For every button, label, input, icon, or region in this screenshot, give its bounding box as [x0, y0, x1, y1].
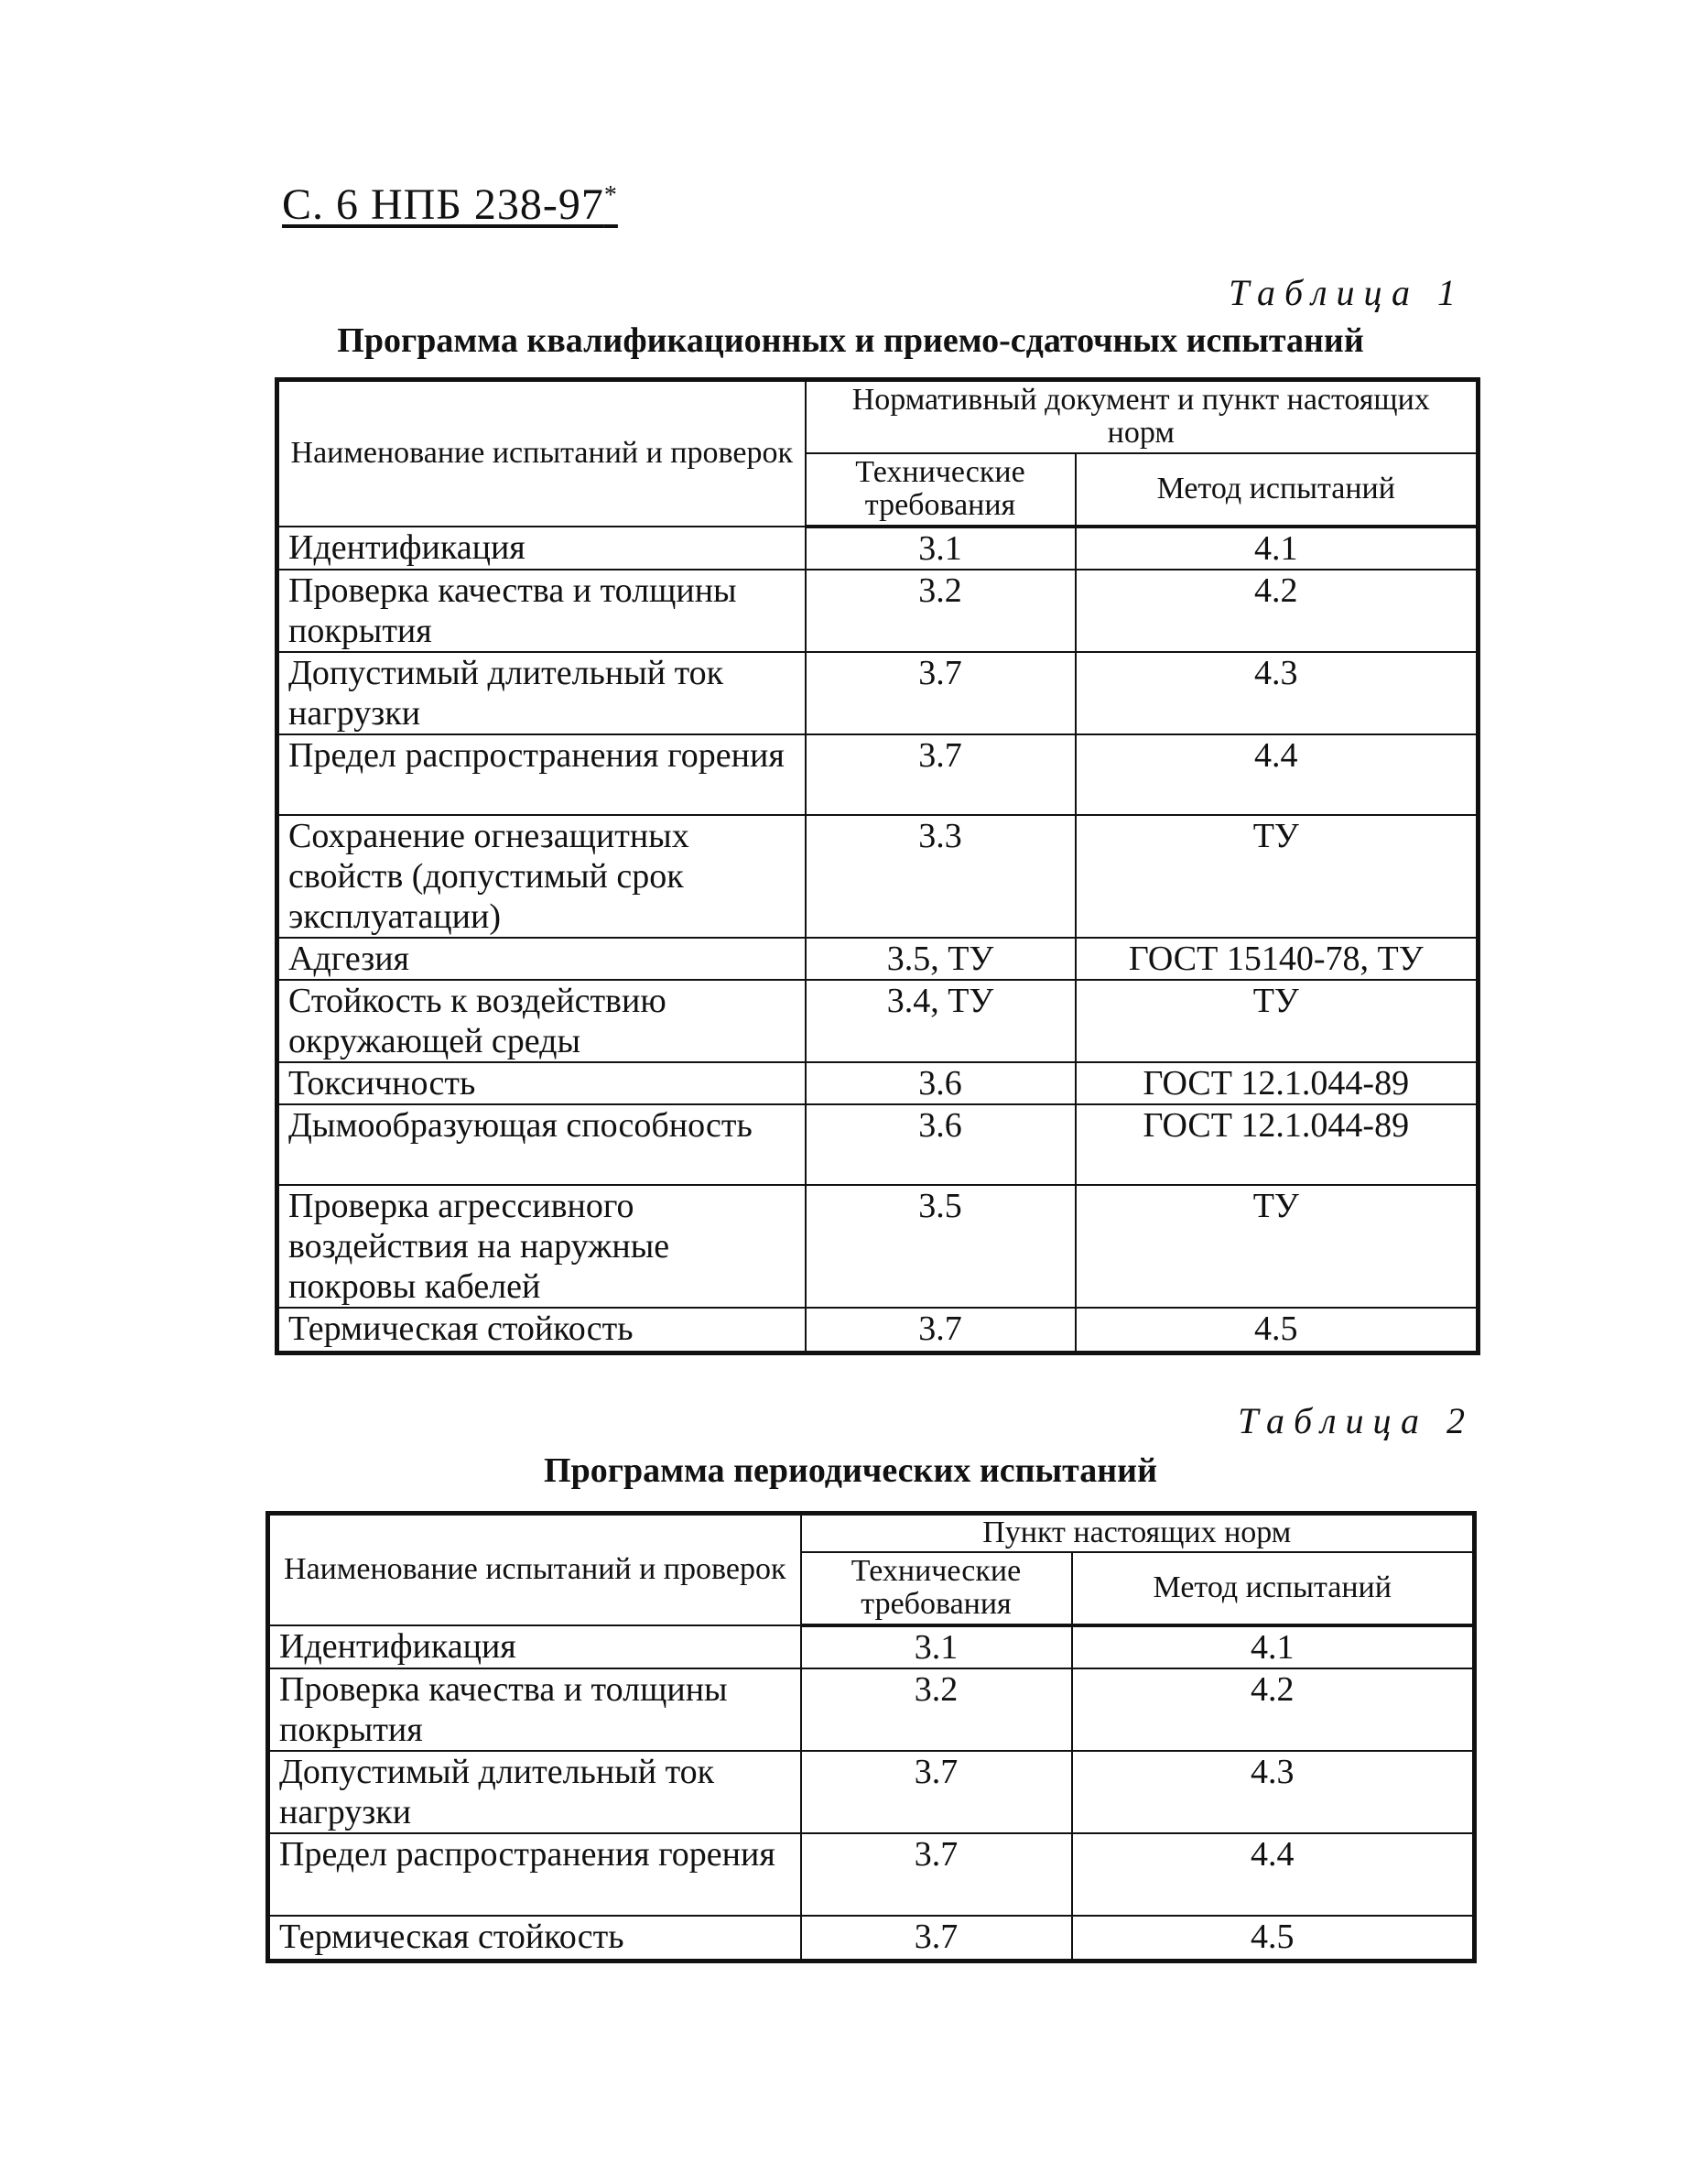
table-row	[268, 1625, 1475, 1668]
table-row	[277, 1104, 1479, 1185]
table-row	[268, 1668, 1475, 1751]
table-row	[277, 980, 1479, 1062]
test-name-cell: Токсичность	[277, 1062, 806, 1104]
tech-req-cell: 3.7	[806, 734, 1076, 815]
method-cell: ТУ	[1076, 815, 1479, 938]
test-name-cell: Проверка качества и толщины покрытия	[277, 570, 806, 652]
tech-req-cell: 3.6	[806, 1104, 1076, 1185]
test-name-cell: Предел распространения горения	[277, 734, 806, 815]
method-cell: 4.1	[1072, 1625, 1475, 1668]
table-row	[277, 734, 1479, 815]
table1-head-method: Метод испытаний	[1076, 453, 1479, 527]
table-row	[277, 527, 1479, 570]
table2-head-group: Пункт настоящих норм	[801, 1514, 1475, 1552]
method-cell: 4.4	[1072, 1833, 1475, 1916]
tech-req-cell: 3.7	[806, 1308, 1076, 1353]
table1-head-group: Нормативный документ и пункт настоящих норм	[806, 380, 1479, 453]
tech-req-cell: 3.2	[801, 1668, 1072, 1751]
method-cell: 4.1	[1076, 527, 1479, 570]
table1-head-name: Наименование испытаний и проверок	[277, 380, 806, 527]
table-row	[277, 570, 1479, 652]
tech-req-cell: 3.1	[801, 1625, 1072, 1668]
method-cell: 4.5	[1072, 1916, 1475, 1961]
test-name-cell: Термическая стойкость	[277, 1308, 806, 1353]
page-header-text: С. 6 НПБ 238-97	[282, 180, 604, 229]
method-cell: 4.2	[1072, 1668, 1475, 1751]
method-cell: ГОСТ 12.1.044-89	[1076, 1062, 1479, 1104]
method-cell: 4.2	[1076, 570, 1479, 652]
tech-req-cell: 3.7	[801, 1916, 1072, 1961]
test-name-cell: Адгезия	[277, 938, 806, 980]
test-name-cell: Термическая стойкость	[268, 1916, 801, 1961]
table2-head-tech: Технические требования	[801, 1552, 1072, 1625]
tech-req-cell: 3.1	[806, 527, 1076, 570]
test-name-cell: Идентификация	[268, 1625, 801, 1668]
method-cell: 4.5	[1076, 1308, 1479, 1353]
table1-head-tech: Технические требования	[806, 453, 1076, 527]
tech-req-cell: 3.6	[806, 1062, 1076, 1104]
test-name-cell: Допустимый длительный ток нагрузки	[268, 1751, 801, 1833]
table1	[275, 377, 1480, 1355]
method-cell: 4.4	[1076, 734, 1479, 815]
tech-req-cell: 3.2	[806, 570, 1076, 652]
table-row	[277, 652, 1479, 734]
tech-req-cell: 3.5, ТУ	[806, 938, 1076, 980]
method-cell: ТУ	[1076, 1185, 1479, 1308]
page-header-mark: *	[603, 181, 618, 210]
tech-req-cell: 3.5	[806, 1185, 1076, 1308]
method-cell: ГОСТ 12.1.044-89	[1076, 1104, 1479, 1185]
tech-req-cell: 3.7	[801, 1751, 1072, 1833]
table2-title: Программа периодических испытаний	[544, 1451, 1157, 1490]
table-row	[277, 1062, 1479, 1104]
table-row	[277, 1185, 1479, 1308]
page-header	[282, 179, 618, 230]
table2-label: Таблица 2	[1238, 1400, 1474, 1441]
test-name-cell: Дымообразующая способность	[277, 1104, 806, 1185]
method-cell: 4.3	[1072, 1751, 1475, 1833]
tech-req-cell: 3.7	[806, 652, 1076, 734]
table2-head-name: Наименование испытаний и проверок	[268, 1514, 801, 1625]
method-cell: 4.3	[1076, 652, 1479, 734]
table-row	[277, 1308, 1479, 1353]
table-row	[277, 938, 1479, 980]
test-name-cell: Допустимый длительный ток нагрузки	[277, 652, 806, 734]
test-name-cell: Сохранение огнезащитных свойств (допустимый срок эксплуатации)	[277, 815, 806, 938]
method-cell: ТУ	[1076, 980, 1479, 1062]
table-row	[268, 1751, 1475, 1833]
table-row	[268, 1916, 1475, 1961]
table-row	[277, 815, 1479, 938]
table1-title: Программа квалификационных и приемо-сдаточных испытаний	[337, 321, 1364, 360]
table1-label: Таблица 1	[1229, 272, 1465, 313]
table2-head-method: Метод испытаний	[1072, 1552, 1475, 1625]
tech-req-cell: 3.7	[801, 1833, 1072, 1916]
test-name-cell: Идентификация	[277, 527, 806, 570]
tech-req-cell: 3.3	[806, 815, 1076, 938]
table-row	[268, 1833, 1475, 1916]
method-cell: ГОСТ 15140-78, ТУ	[1076, 938, 1479, 980]
table2	[265, 1511, 1477, 1963]
test-name-cell: Стойкость к воздействию окружающей среды	[277, 980, 806, 1062]
test-name-cell: Предел распространения горения	[268, 1833, 801, 1916]
test-name-cell: Проверка качества и толщины покрытия	[268, 1668, 801, 1751]
tech-req-cell: 3.4, ТУ	[806, 980, 1076, 1062]
test-name-cell: Проверка агрессивного воздействия на наружные покровы кабелей	[277, 1185, 806, 1308]
